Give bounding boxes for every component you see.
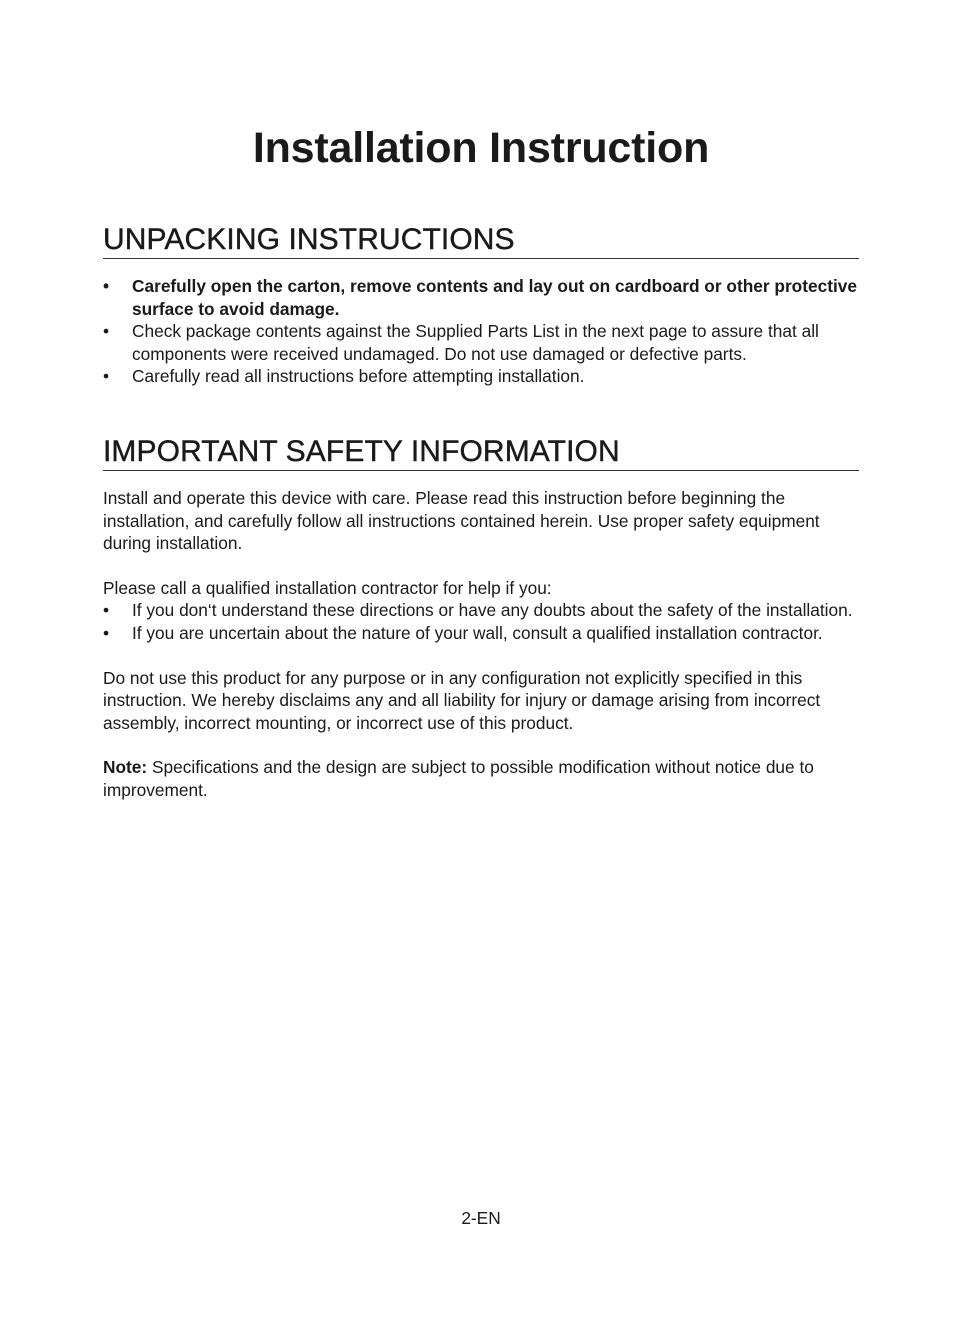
list-item-text: Carefully read all instructions before attempting installation. [132,366,585,387]
safety-intro: Install and operate this device with care. Please read this instruction before beginning the installation, and carefully follow all instructions contained herein. Use proper safety equipment during installation. [103,488,820,554]
safety-call-text: Please call a qualified installation contractor for help if you: [103,577,552,598]
page-number: 2-EN [461,1208,501,1228]
list-item [103,275,859,320]
unpacking-heading: UNPACKING INSTRUCTIONS [103,222,859,259]
safety-heading: IMPORTANT SAFETY INFORMATION [103,434,859,471]
safety-list [103,599,859,644]
bullet-icon: • [103,622,110,643]
page-title: Installation Instruction [252,124,710,172]
unpacking-section [103,222,859,388]
unpacking-list [103,275,859,388]
list-item [103,365,859,388]
list-item [103,599,859,622]
bullet-icon: • [103,321,110,342]
list-item-text: Check package contents against the Supplied Parts List in the next page to assure that all components were received undamaged. Do not use damaged or defective parts. [132,321,819,364]
bullet-icon: • [103,366,110,387]
list-item [103,320,859,365]
list-item-text: Carefully open the carton, remove contents and lay out on cardboard or other protective surface to avoid damage. [132,276,857,319]
bullet-icon: • [103,600,110,621]
list-item-text: If you are uncertain about the nature of your wall, consult a qualified installation contractor. [132,622,823,643]
list-item-text: If you don‘t understand these directions or have any doubts about the safety of the installation. [132,600,853,621]
note-label: Note: [103,757,148,778]
note-text: Specifications and the design are subject to possible modification without notice due to improvement. [103,757,814,800]
bullet-icon: • [103,276,110,296]
safety-section [103,434,859,802]
safety-disclaimer: Do not use this product for any purpose or in any configuration not explicitly specified in this instruction. We hereby disclaims any and all liability for injury or damage arising from incorrect assembly, incorrect mounting, or incorrect use of this product. [103,667,821,733]
list-item [103,622,859,645]
note-paragraph [103,756,859,801]
